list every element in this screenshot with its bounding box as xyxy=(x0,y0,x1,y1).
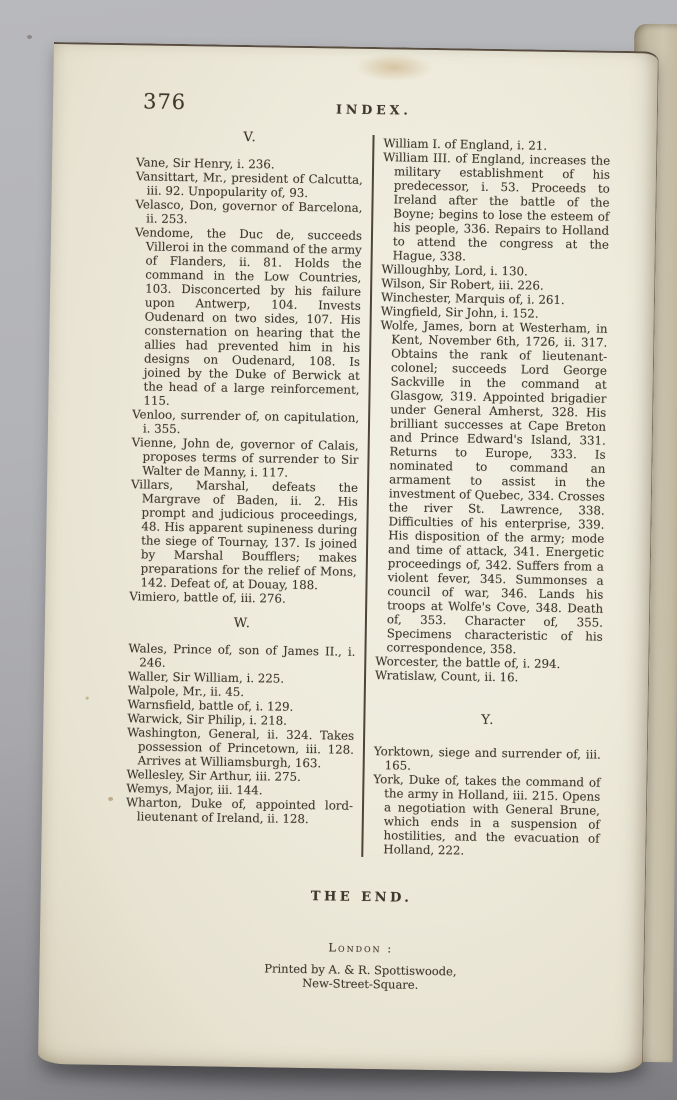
index-entry: Winchester, Marquis of, i. 261. xyxy=(380,290,565,308)
printer-imprint xyxy=(123,937,598,994)
index-entry: William III. of England, increases the military establishment of his predecessor, i. 53. Proceeds to Ireland after the battle of the Boyne; begins to lose the esteem of his people, 336. Repairs to Holland to attend the congress at the Hague, 338. xyxy=(383,150,611,264)
index-entry: Walpole, Mr., ii. 45. xyxy=(127,683,245,700)
imprint-printer: Printed by A. & R. Spottiswoode, xyxy=(264,961,457,979)
index-entry: Wingfield, Sir John, i. 152. xyxy=(380,304,539,321)
imprint-city: London : xyxy=(328,940,394,956)
index-entry: Washington, General, ii. 324. Takes possession of Princetown, iii. 128. Arrives at Williamsburgh, 163. xyxy=(127,725,355,771)
index-entry: Wellesley, Sir Arthur, iii. 275. xyxy=(126,767,301,784)
index-entry: Waller, Sir William, i. 225. xyxy=(127,669,285,686)
index-entry: Wilson, Sir Robert, iii. 226. xyxy=(381,276,544,293)
section-heading: W. xyxy=(233,615,252,632)
index-entry: Vansittart, Mr., president of Calcutta, iii. 92. Unpopularity of, 93. xyxy=(135,169,363,201)
index-entry: Vane, Sir Henry, i. 236. xyxy=(136,155,275,172)
section-heading: Y. xyxy=(481,712,495,729)
index-entry: York, Duke of, takes the command of the army in Holland, iii. 215. Opens a negotiation with General Brune, which ends in a suspension of hostilities, and the evacuation of Holland, 222. xyxy=(373,772,601,858)
index-entry: Wolfe, James, born at Westerham, in Kent, November 6th, 1726, ii. 317. Obtains the rank of lieutenant-colonel; succeeds Lord George Sackville in the command at Glasgow, 319. Appointed brigadier under General Amherst, 328. His brilliant successes at Cape Breton and Prince Edward's Island, 331. Returns to Europe, 333. Is nominated to command an armament to assist in the investment of Quebec, 334. Crosses the river St. Lawrence, 338. Difficulties of his enterprise, 339. His disposition of the army; mode and time of attack, 341. Energetic proceedings of, 342. Suffers from a violent fever, 345. Summonses a council of war, 346. Lands his troops at Wolfe's Cove, 348. Death of, 353. Character of, 355. Specimens characteristic of his correspondence, 358. xyxy=(380,318,608,657)
section-heading: V. xyxy=(243,129,257,146)
index-entry: Yorktown, siege and surrender of, iii. 165. xyxy=(373,744,601,773)
index-entry: Warnsfield, battle of, i. 129. xyxy=(127,697,294,714)
index-column-right xyxy=(372,133,610,859)
index-entry: Vendome, the Duc de, succeeds Villeroi in the command of the army of Flanders, ii. 81. Holds the command in the Low Countries, 103. Disconcerted by his failure upon Antwerp, 104. Invests Oudenard on two sides, 107. His consternation on hearing that the allies had prevented him in his designs on Oudenard, 108. Is joined by the Duke of Berwick at the head of a large reinforcement, 115. xyxy=(134,225,363,408)
index-entry: Willoughby, Lord, i. 130. xyxy=(381,262,528,279)
page-speck xyxy=(86,697,89,700)
page-number: 376 xyxy=(142,89,187,115)
index-entry: William I. of England, i. 21. xyxy=(383,136,548,153)
the-end-text: THE END. xyxy=(310,889,413,906)
page-stain xyxy=(354,53,432,82)
index-entry: Worcester, the battle of, i. 294. xyxy=(375,654,561,672)
index-entry: Vimiero, battle of, iii. 276. xyxy=(129,589,286,606)
index-entry: Vienne, John de, governor of Calais, proposes terms of surrender to Sir Walter de Manny, i. 117. xyxy=(131,435,359,480)
book-page xyxy=(38,42,659,1073)
page-title: INDEX. xyxy=(336,101,412,118)
page-header xyxy=(137,91,611,124)
index-entry: Villars, Marshal, defeats the Margrave of Baden, ii. 2. His prompt and judicious proceedings, 48. His apparent supineness during the siege of Tournay, 137. Is joined by Marshal Boufflers; makes preparations for the relief of Mons, 142. Defeat of, at Douay, 188. xyxy=(130,477,359,593)
imprint-address: New-Street-Square. xyxy=(302,975,419,992)
index-column-left xyxy=(125,129,363,855)
index-entry: Warwick, Sir Philip, i. 218. xyxy=(127,711,288,728)
index-entry: Venloo, surrender of, on capitulation, i. 355. xyxy=(132,407,360,437)
index-columns xyxy=(125,129,610,859)
index-entry: Wemys, Major, iii. 144. xyxy=(126,781,263,798)
index-entry: Wales, Prince of, son of James II., i. 246. xyxy=(128,641,356,670)
index-entry: Wratislaw, Count, ii. 16. xyxy=(374,668,519,685)
page-content xyxy=(122,91,611,1063)
background-speck xyxy=(27,35,32,39)
column-divider xyxy=(361,135,374,857)
page-speck xyxy=(108,797,113,801)
index-entry: Velasco, Don, governor of Barcelona, ii. 253. xyxy=(135,197,363,227)
index-entry: Wharton, Duke of, appointed lord-lieutenant of Ireland, ii. 128. xyxy=(125,795,354,827)
